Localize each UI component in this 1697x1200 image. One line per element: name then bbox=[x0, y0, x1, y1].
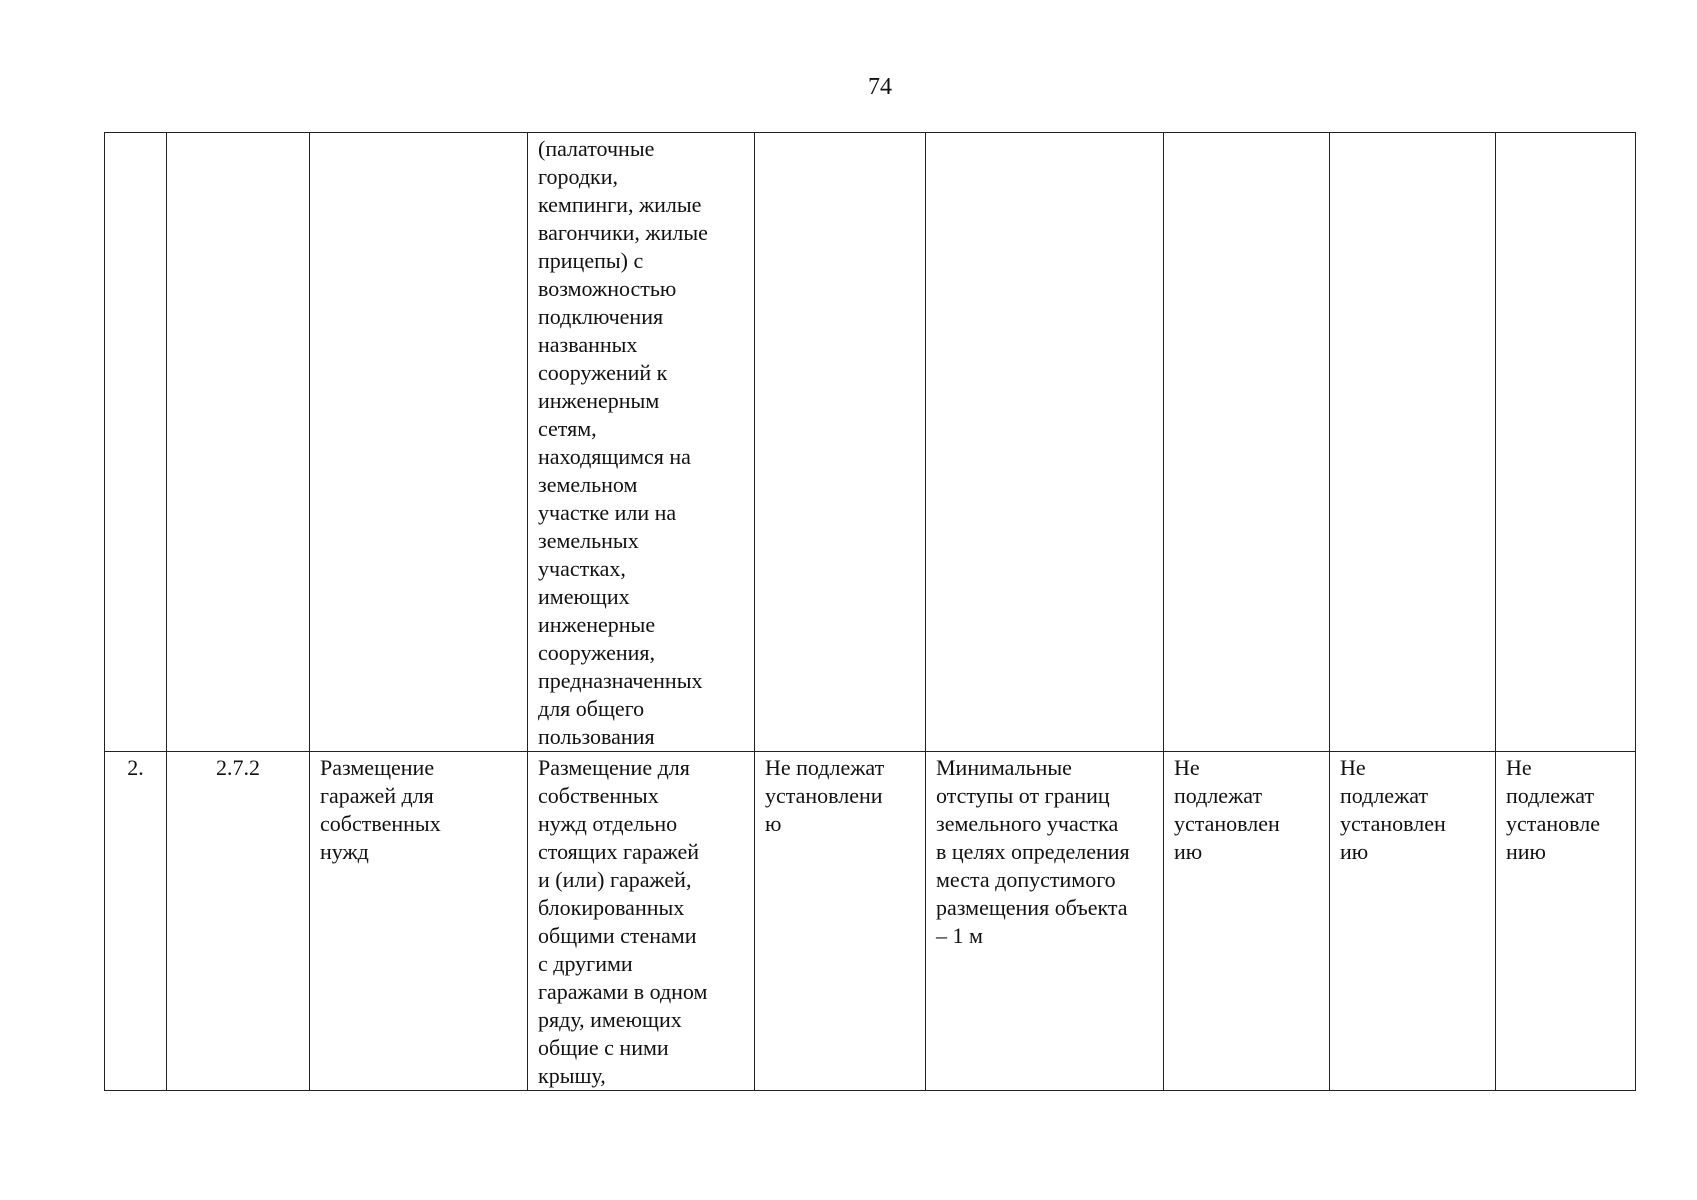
cell-use-code: 2.7.2 bbox=[167, 752, 310, 1091]
cell-parameter-4 bbox=[1330, 133, 1496, 752]
cell-row-number bbox=[105, 133, 167, 752]
cell-parameter-1 bbox=[755, 133, 926, 752]
cell-parameter-1: Не подлежат установлени ю bbox=[755, 752, 926, 1091]
cell-parameter-4: Не подлежат установлен ию bbox=[1330, 752, 1496, 1091]
cell-use-name bbox=[310, 133, 528, 752]
regulations-table bbox=[104, 132, 1636, 1091]
cell-parameter-3 bbox=[1164, 133, 1330, 752]
cell-parameter-3: Не подлежат установлен ию bbox=[1164, 752, 1330, 1091]
cell-parameter-5 bbox=[1496, 133, 1636, 752]
cell-use-description: (палаточные городки, кемпинги, жилые вагончики, жилые прицепы) с возможностью подключения названных сооружений к инженерным сетям, находящимся на земельном участке или на земельных участках, имеющих инженерные сооружения, предназначенных для общего пользования bbox=[528, 133, 755, 752]
cell-use-description: Размещение для собственных нужд отдельно стоящих гаражей и (или) гаражей, блокированных общими стенами с другими гаражами в одном ряду, имеющих общие с ними крышу, bbox=[528, 752, 755, 1091]
cell-use-code bbox=[167, 133, 310, 752]
page-number: 74 bbox=[868, 74, 892, 100]
cell-parameter-2: Минимальные отступы от границ земельного участка в целях определения места допустимого размещения объекта – 1 м bbox=[926, 752, 1164, 1091]
cell-parameter-5: Не подлежат установле нию bbox=[1496, 752, 1636, 1091]
table-row bbox=[105, 133, 1636, 752]
cell-row-number: 2. bbox=[105, 752, 167, 1091]
cell-parameter-2 bbox=[926, 133, 1164, 752]
cell-use-name: Размещение гаражей для собственных нужд bbox=[310, 752, 528, 1091]
table-row bbox=[105, 752, 1636, 1091]
